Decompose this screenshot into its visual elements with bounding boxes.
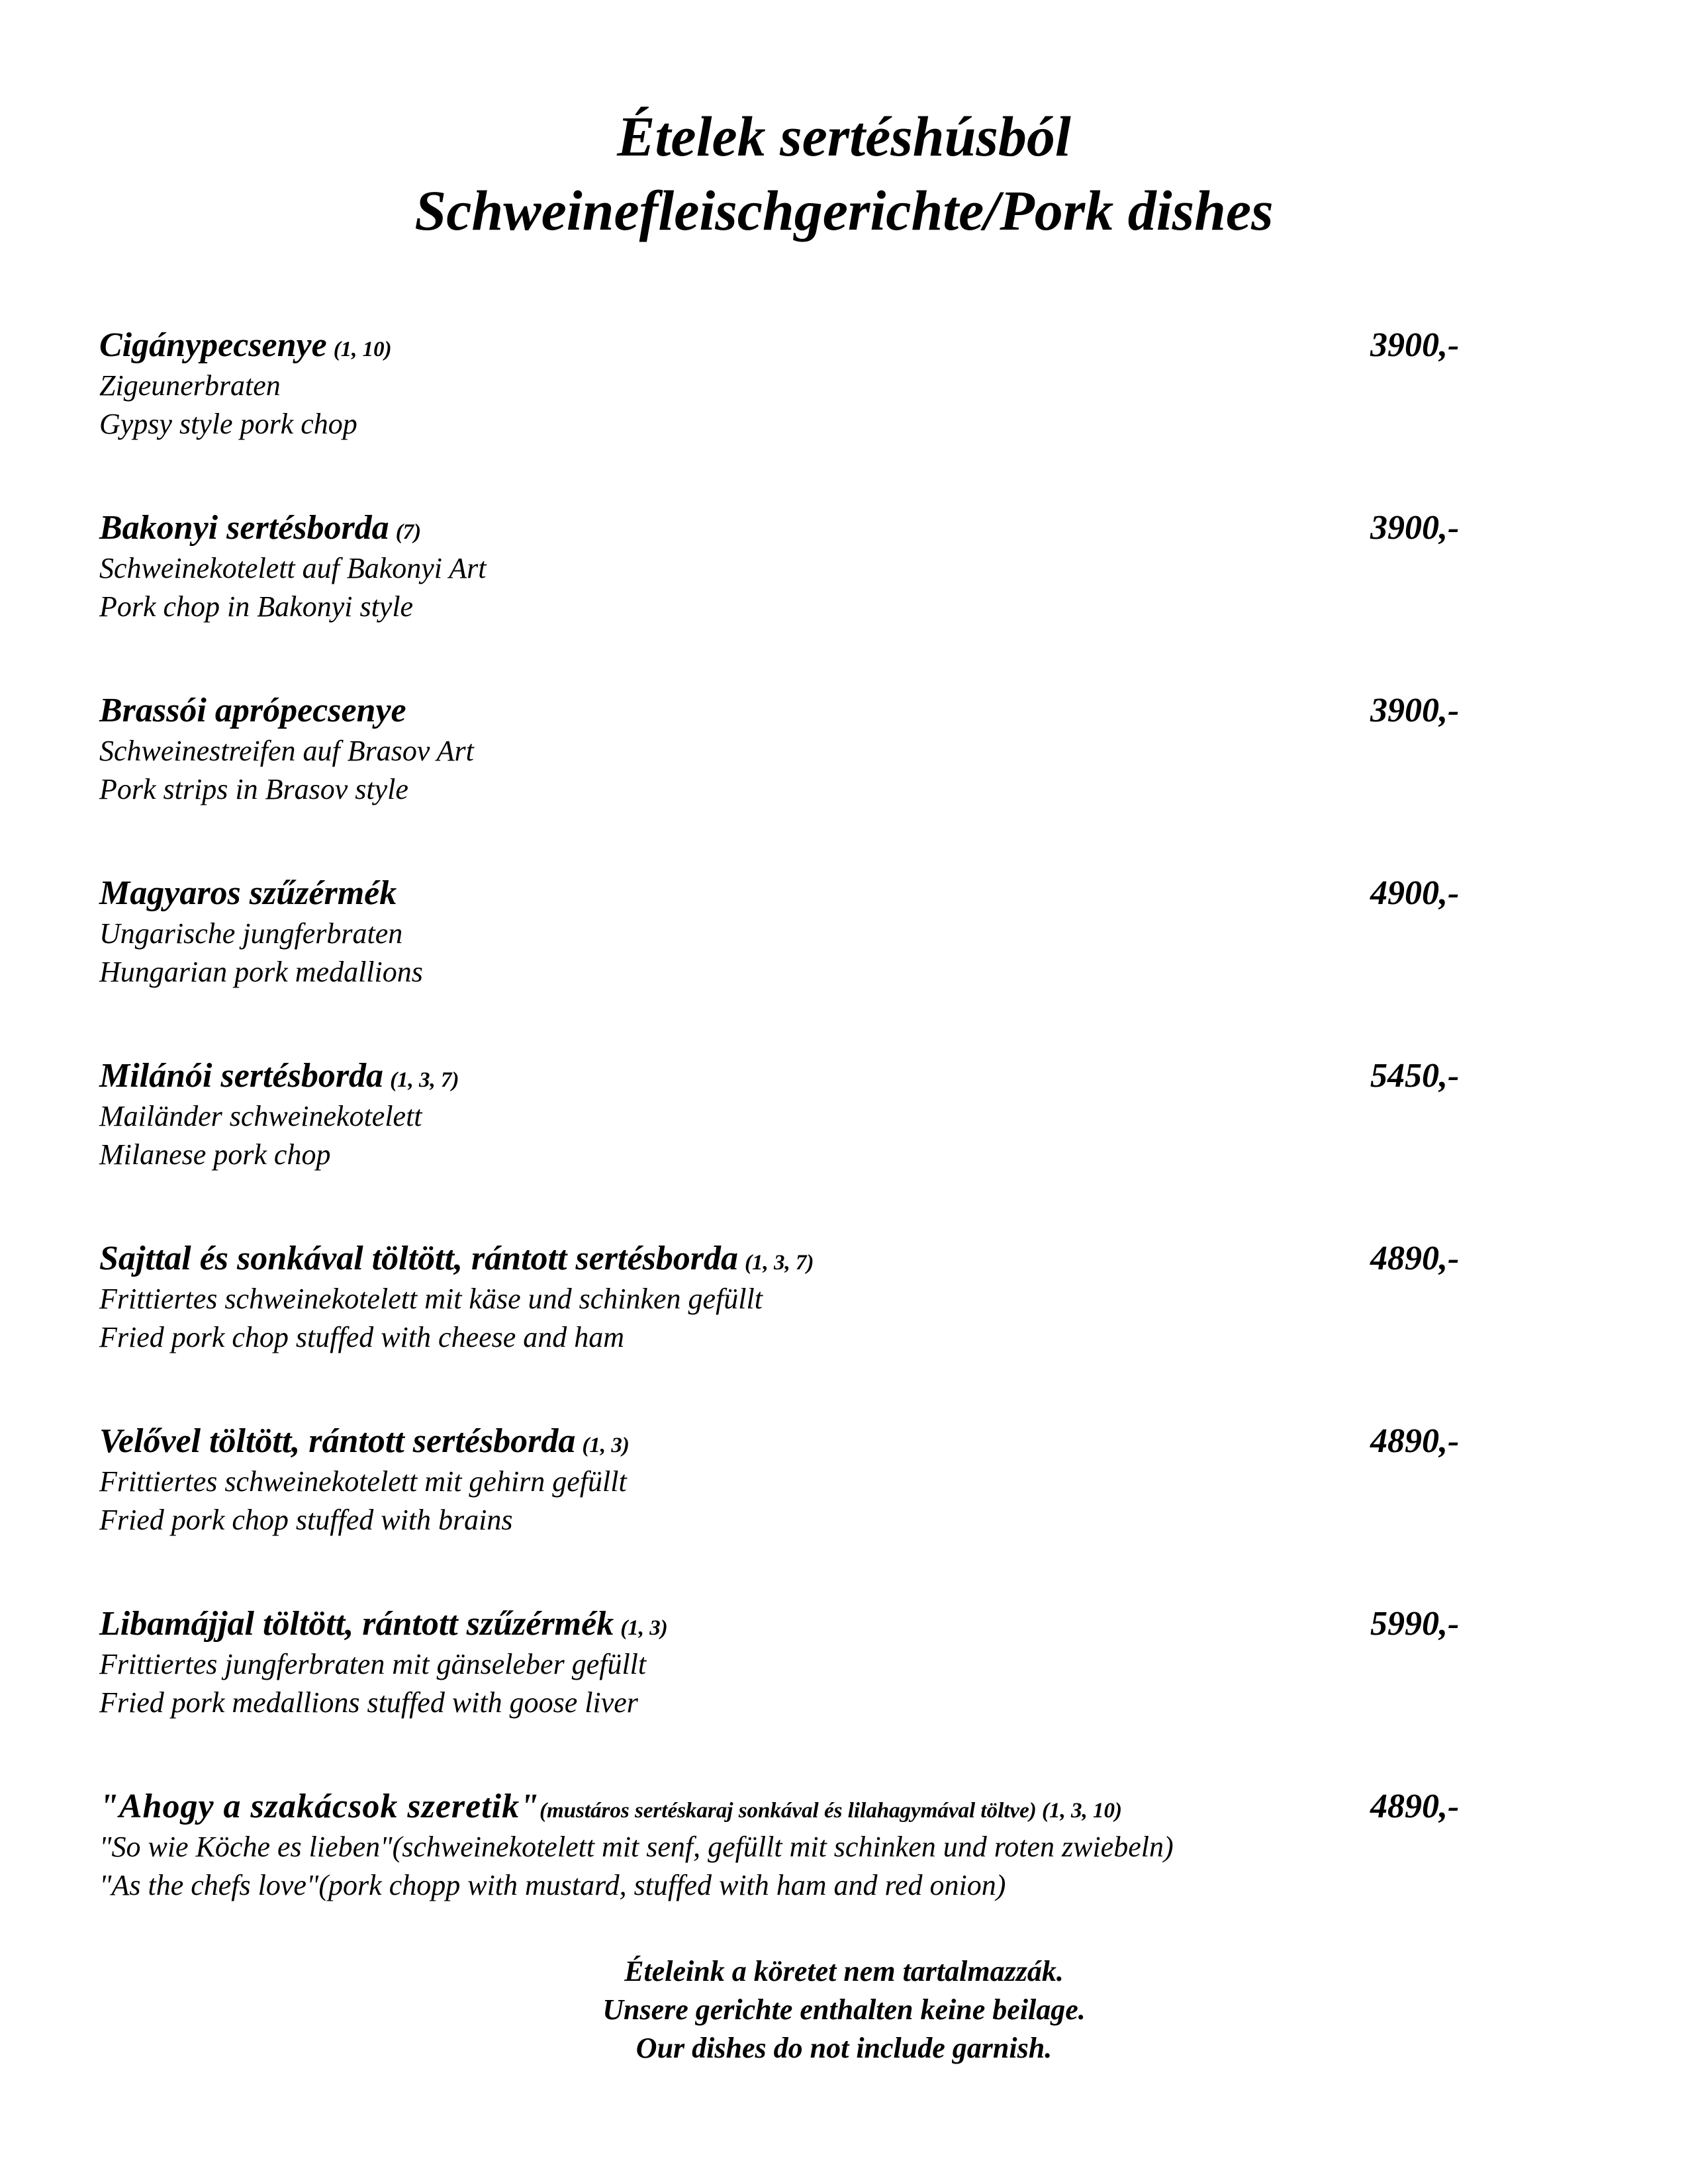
item-heading (99, 1420, 1589, 1463)
item-heading (99, 690, 1589, 732)
menu-item (99, 690, 1589, 872)
item-english: Pork strips in Brasov style (99, 773, 408, 805)
item-german: Frittiertes jungferbraten mit gänseleber gefüllt (99, 1648, 647, 1680)
item-heading (99, 324, 1589, 367)
item-price: 3900,- (1370, 326, 1460, 364)
garnish-note-german: Unsere gerichte enthalten keine beilage. (602, 1993, 1086, 2026)
menu-item (99, 1420, 1589, 1603)
item-name: Bakonyi sertésborda (99, 509, 389, 547)
title-hungarian: Ételek sertéshúsból (617, 105, 1071, 168)
item-name: Libamájjal töltött, rántott szűzérmék (99, 1605, 614, 1643)
item-german: Schweinekotelett auf Bakonyi Art (99, 552, 487, 584)
garnish-note-hungarian: Ételeink a köretet nem tartalmazzák. (624, 1955, 1064, 1987)
item-german: Schweinestreifen auf Brasov Art (99, 735, 474, 767)
garnish-note (0, 1952, 1688, 2068)
item-name: Magyaros szűzérmék (99, 874, 397, 912)
item-german: Zigeunerbraten (99, 369, 281, 402)
page-title (0, 99, 1688, 248)
menu-list (99, 324, 1589, 1968)
item-allergens: (mustáros sertéskaraj sonkával és lilahagymával töltve) (1, 3, 10) (539, 1799, 1122, 1823)
menu-item (99, 324, 1589, 507)
menu-item (99, 507, 1589, 690)
item-heading (99, 507, 1589, 549)
menu-item (99, 872, 1589, 1055)
item-german: Mailänder schweinekotelett (99, 1100, 422, 1132)
item-heading (99, 1786, 1589, 1828)
item-german: Ungarische jungferbraten (99, 917, 403, 950)
item-heading (99, 1603, 1589, 1645)
item-english: "As the chefs love"(pork chopp with mustard, stuffed with ham and red onion) (99, 1869, 1006, 1901)
item-english: Fried pork chop stuffed with brains (99, 1504, 513, 1536)
item-allergens: (1, 3, 7) (390, 1068, 459, 1092)
item-name: Brassói aprópecsenye (99, 692, 406, 729)
menu-item (99, 1603, 1589, 1786)
garnish-note-english: Our dishes do not include garnish. (635, 2032, 1053, 2064)
item-english: Fried pork chop stuffed with cheese and ham (99, 1321, 625, 1353)
item-heading (99, 1055, 1589, 1097)
item-allergens: (1, 3) (620, 1616, 668, 1640)
item-price: 5990,- (1370, 1605, 1460, 1643)
item-price: 4890,- (1370, 1788, 1460, 1825)
item-english: Fried pork medallions stuffed with goose liver (99, 1686, 638, 1719)
item-allergens: (1, 3, 7) (745, 1251, 814, 1275)
item-name: Sajttal és sonkával töltött, rántott sertésborda (99, 1240, 738, 1277)
item-price: 4890,- (1370, 1422, 1460, 1460)
item-price: 4890,- (1370, 1240, 1460, 1277)
item-allergens: (1, 10) (333, 338, 392, 361)
item-english: Hungarian pork medallions (99, 956, 423, 988)
item-allergens: (1, 3) (582, 1433, 630, 1457)
menu-item (99, 1238, 1589, 1420)
item-price: 3900,- (1370, 509, 1460, 547)
menu-item (99, 1055, 1589, 1238)
item-english: Gypsy style pork chop (99, 408, 357, 440)
item-heading (99, 1238, 1589, 1280)
item-english: Pork chop in Bakonyi style (99, 590, 414, 623)
item-price: 3900,- (1370, 692, 1460, 729)
item-name: Milánói sertésborda (99, 1057, 384, 1095)
item-german: Frittiertes schweinekotelett mit käse und schinken gefüllt (99, 1283, 763, 1315)
item-name: Velővel töltött, rántott sertésborda (99, 1422, 576, 1460)
item-price: 5450,- (1370, 1057, 1460, 1095)
item-english: Milanese pork chop (99, 1138, 331, 1171)
item-name: Cigánypecsenye (99, 326, 327, 364)
item-allergens: (7) (395, 520, 422, 544)
item-name: "Ahogy a szakácsok szeretik" (99, 1788, 539, 1825)
item-german: Frittiertes schweinekotelett mit gehirn gefüllt (99, 1465, 627, 1498)
menu-item (99, 1786, 1589, 1968)
title-german-english: Schweinefleischgerichte/Pork dishes (414, 179, 1274, 242)
item-heading (99, 872, 1589, 915)
item-price: 4900,- (1370, 874, 1460, 912)
item-german: "So wie Köche es lieben"(schweinekotelett mit senf, gefüllt mit schinken und roten zwiebeln) (99, 1831, 1174, 1863)
